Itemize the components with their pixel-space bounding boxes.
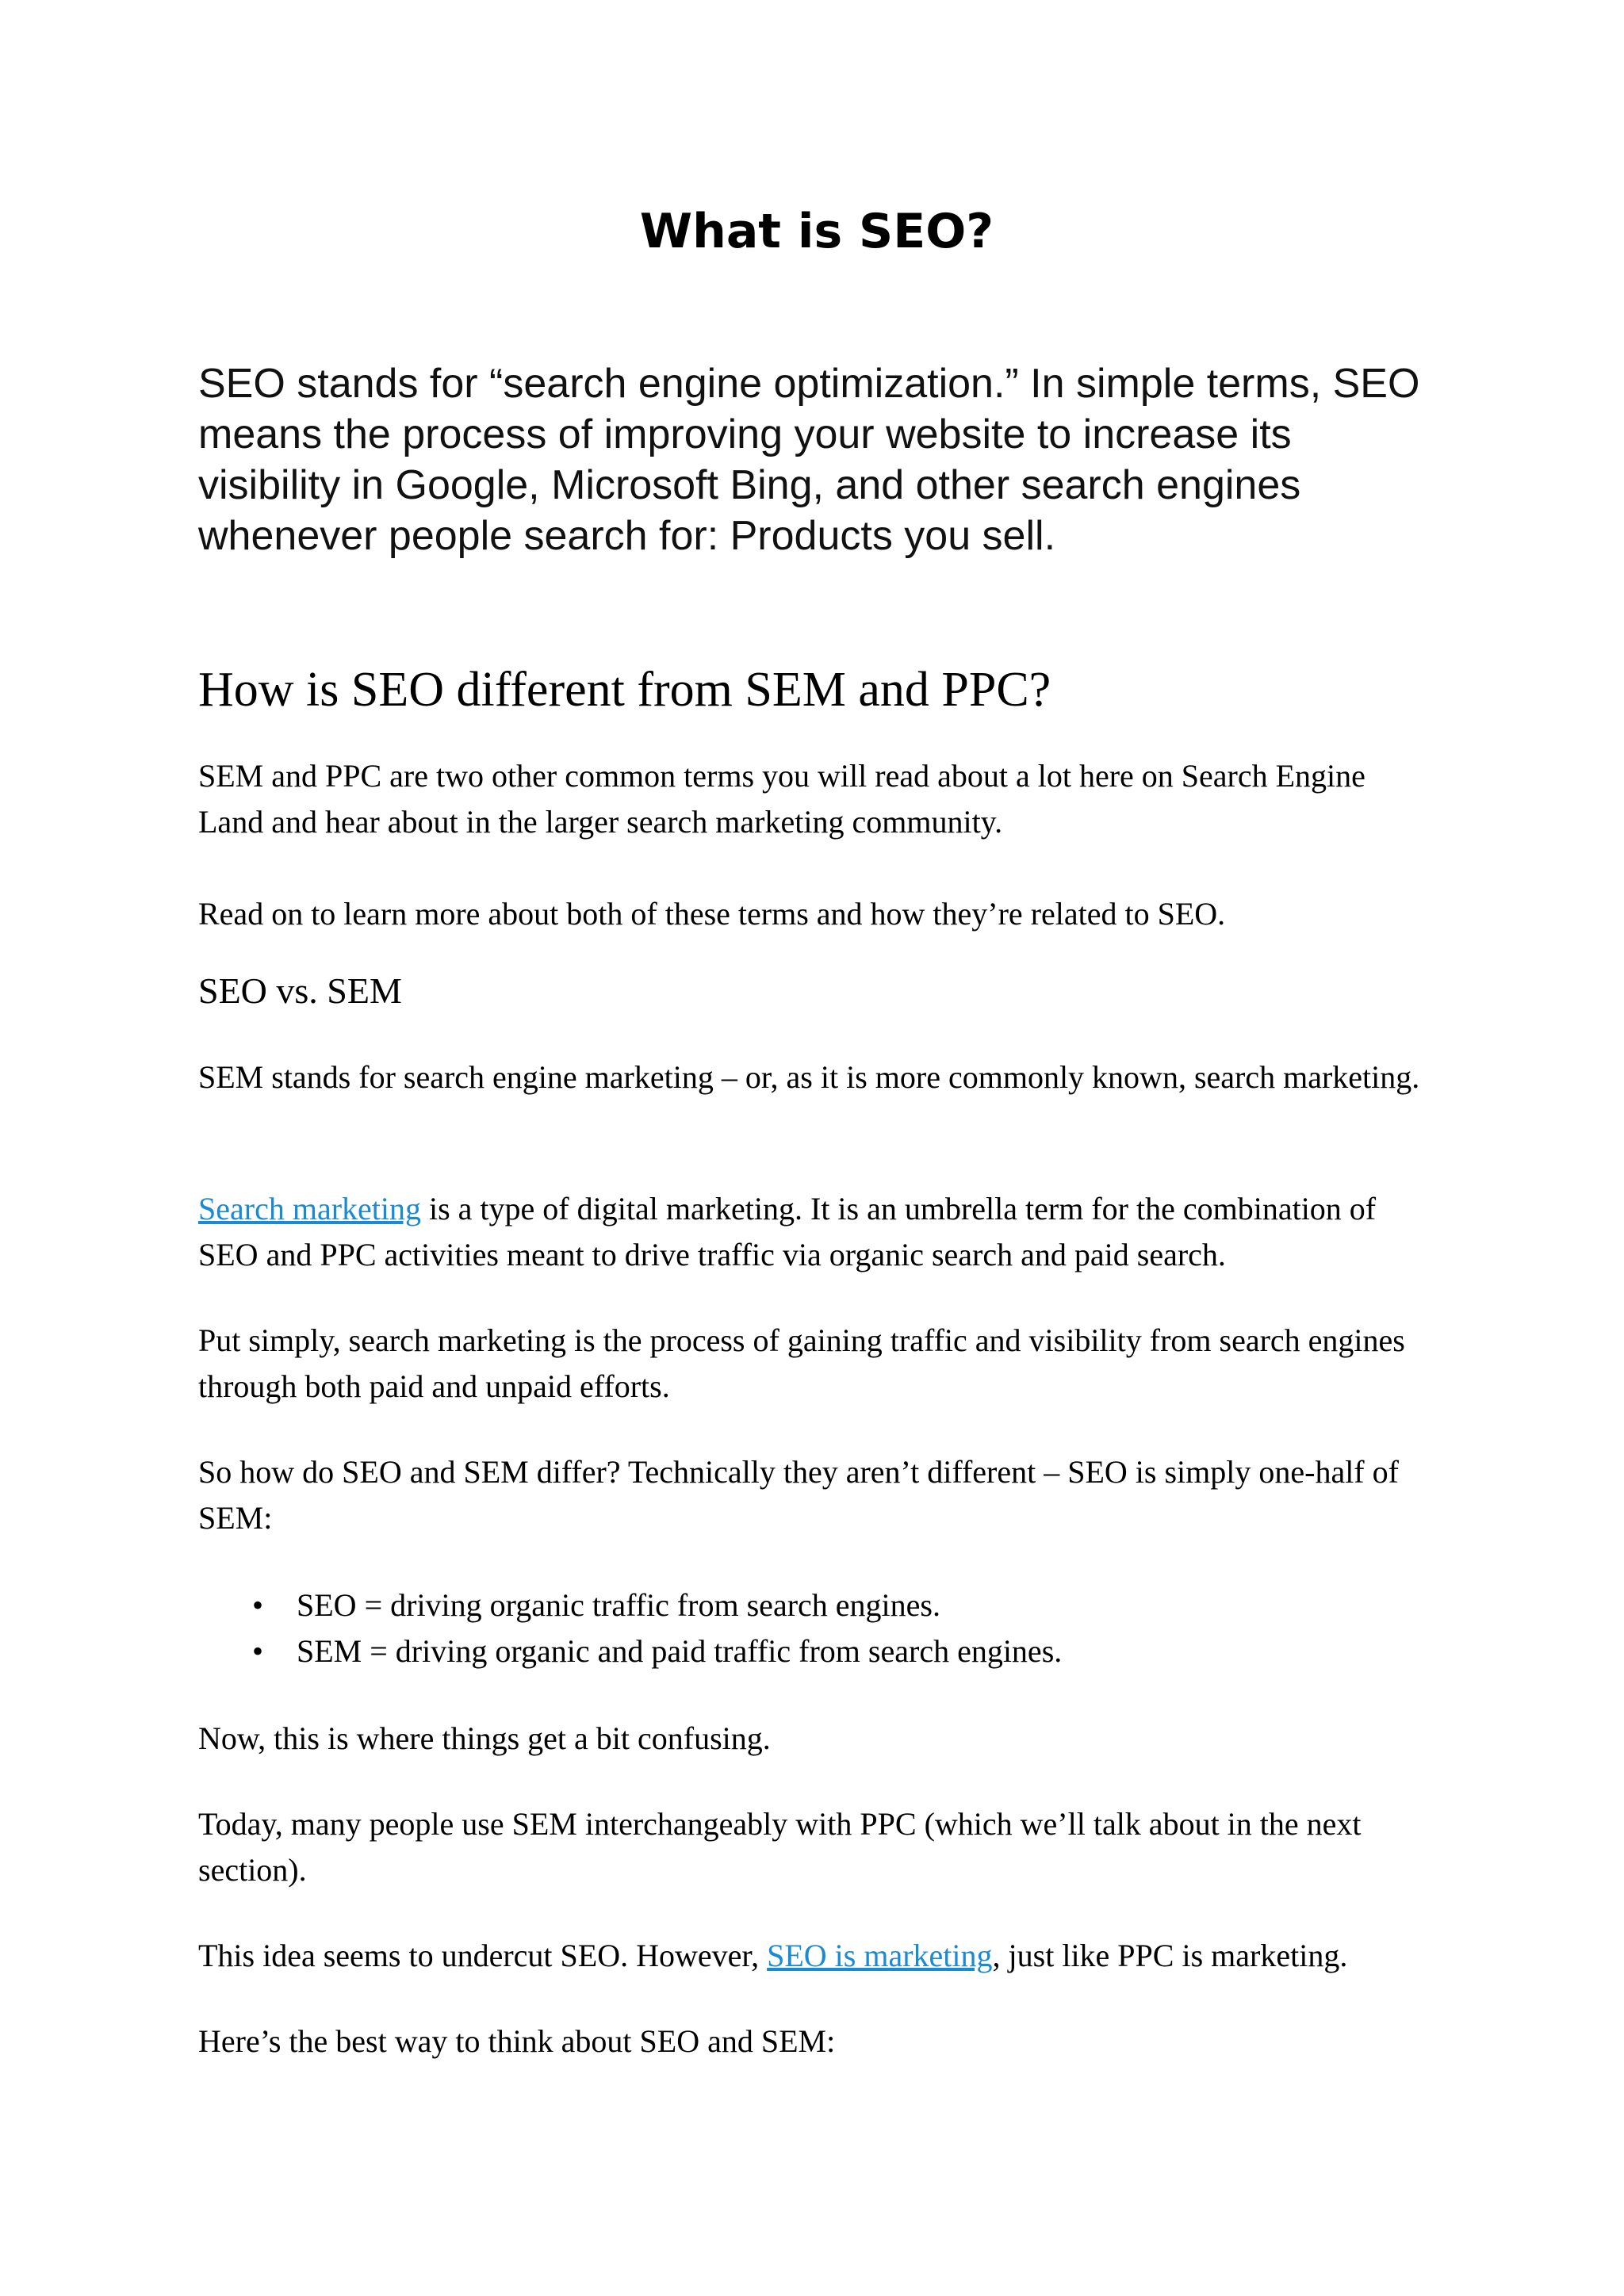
page-title: What is SEO? bbox=[639, 204, 994, 259]
bullet-icon: • bbox=[252, 1587, 264, 1623]
bullet-icon: • bbox=[252, 1633, 264, 1669]
paragraph-sem-stands: SEM stands for search engine marketing – or, as it is more commonly known, search marketing. bbox=[198, 1059, 1420, 1095]
paragraph-today: Today, many people use SEM interchangeably with PPC (which we’ll talk about in the next section). bbox=[198, 1806, 1362, 1888]
seo-is-marketing-link[interactable]: SEO is marketing bbox=[767, 1938, 993, 1973]
paragraph-differ: So how do SEO and SEM differ? Technically they aren’t different – SEO is simply one-half of SEM: bbox=[198, 1454, 1399, 1536]
paragraph-undercut-after: , just like PPC is marketing. bbox=[992, 1938, 1348, 1973]
paragraph-search-marketing bbox=[198, 1186, 1435, 1278]
paragraph-search-marketing-text: is a type of digital marketing. It is an umbrella term for the combination of SEO and PPC activities meant to drive traffic via organic search and paid search. bbox=[198, 1191, 1377, 1272]
paragraph-confusing: Now, this is where things get a bit confusing. bbox=[198, 1720, 771, 1756]
list-item bbox=[198, 1582, 1435, 1628]
intro-paragraph: SEO stands for “search engine optimization.” In simple terms, SEO means the process of improving your website to increase its visibility in Google, Microsoft Bing, and other search engines whenever people search for: Products you sell. bbox=[198, 361, 1420, 559]
list-item bbox=[198, 1628, 1435, 1674]
list-item-text: SEO = driving organic traffic from search engines. bbox=[297, 1587, 940, 1623]
search-marketing-link[interactable]: Search marketing bbox=[198, 1191, 421, 1226]
paragraph-read-on: Read on to learn more about both of these terms and how they’re related to SEO. bbox=[198, 896, 1226, 932]
paragraph-undercut-before: This idea seems to undercut SEO. However, bbox=[198, 1938, 768, 1973]
subsection-heading-seo-vs-sem: SEO vs. SEM bbox=[198, 970, 402, 1011]
list-item-text: SEM = driving organic and paid traffic from search engines. bbox=[297, 1633, 1063, 1669]
bullet-list bbox=[198, 1582, 1435, 1674]
paragraph-put-simply: Put simply, search marketing is the process of gaining traffic and visibility from search engines through both paid and unpaid efforts. bbox=[198, 1322, 1405, 1404]
section-heading-seo-vs-sem-ppc: How is SEO different from SEM and PPC? bbox=[198, 663, 1051, 717]
paragraph-best-way: Here’s the best way to think about SEO and SEM: bbox=[198, 2023, 836, 2059]
paragraph-undercut bbox=[198, 1933, 1435, 1979]
paragraph-sem-ppc: SEM and PPC are two other common terms you will read about a lot here on Search Engine Land and hear about in the larger search marketing community. bbox=[198, 758, 1365, 840]
